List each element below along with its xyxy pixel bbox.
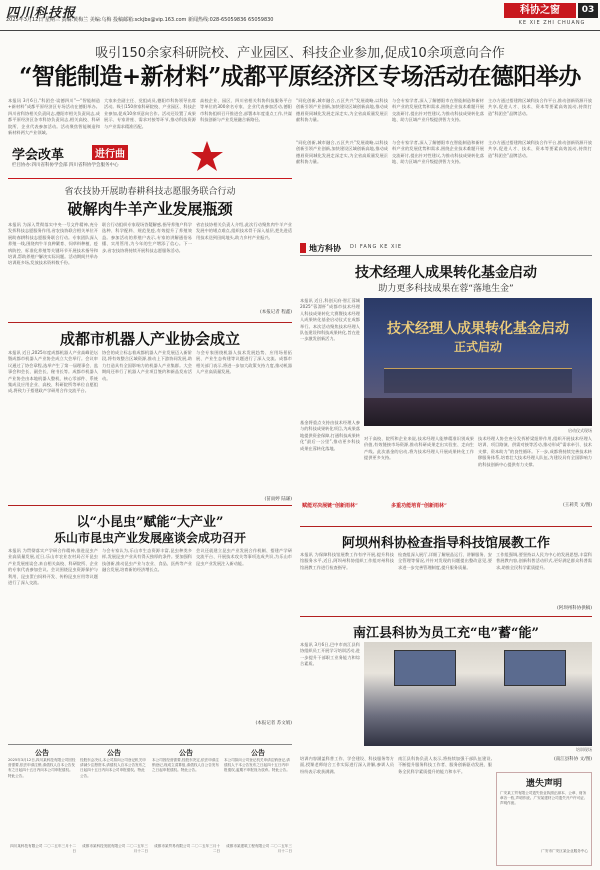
aba-col-1: 本报讯 为保障科技馆展教工作有序开展,提升科技馆服务水平,近日,阿坝州科协组织工作组对州科技馆展教工作进行检查指导。 (300, 552, 394, 570)
notice-4-body: 本公司拟向公司登记机关申请注销登记,请债权人于本公告发布之日起四十五日内申报债权,逾期不申报视为放弃。特此公告。 (224, 758, 290, 773)
page-number: 03 (578, 3, 598, 18)
notice-2 (80, 748, 148, 866)
notice-4-title: 公告 (251, 749, 265, 757)
reform-byline: (本报记者 程鑫) (260, 310, 292, 315)
nanjiang-rule (300, 616, 592, 617)
regional-col-2: 基金将重点支持由技术经理人参与的科技成果转化项目,为成果落地提供资金保障,打通科技成果转化“最后一公里”,推动更多科技成果在蓉转化落地。 (300, 420, 360, 451)
insect-headline: 乐山市昆虫产业发展座谈会成功召开 (53, 531, 246, 545)
lost-notice (496, 772, 592, 866)
reform-header-sub: 栏目协办:四川省科协学会部 四川省科协学会服务中心 (12, 163, 119, 168)
reform-col-3: 省农技协相关负责人介绍,此次行动聚焦肉牛羊产业发展中的堵点难点,组织技术骨干深入基层,把先进适用技术送到田间地头,助力乡村产业振兴。 (196, 222, 292, 240)
robot-col-1: 本报讯 近日,2025年度成都机器人产业高峰论坛暨成都市机器人产业协会成立大会举行。会议审议通过了协会章程,选举产生了第一届理事会、监事会和会长、副会长、秘书长等。成都市机器人产业协会由本地机器人整机、核心零部件、系统集成及应用企业、高校、科研院所等单位自愿组成,将致力于搭建政产学研用合作交流平台。 (8, 350, 98, 394)
lead-col-6-cont: 主办方通过搭建跨区域科技合作平台,推动创新资源开放共享,促进人才、技术、资本等要素高效流动,持续打造“科团会”品牌活动。 (488, 140, 592, 158)
notice-2-foot: 成都市某科技发展有限公司 二〇二五年三月十二日 (82, 844, 148, 854)
reform-header-block (12, 138, 292, 188)
reform-kicker: 省农技协开展助春耕科技志愿服务联合行动 (64, 187, 236, 197)
section-pinyin: KE XIE ZHI CHUANG (518, 20, 586, 26)
regional-col-3: 对于高校、院所和企业来说,技术经理人能够精准识别成果价值,有效链接市场资源,推动科研成果走出实验室、走向生产线。此次基金的启动,将为技术经理人开展成果转化工作提供更多支持。 (364, 436, 474, 461)
lead-col-5: 与会专家学者,深入了解德阳市在智能制造和新材料产业的发展优势和需求,围绕企业技术难题开展交流研讨,提出针对性建议,为推动科技成果转化落地、助力区域产业升级提供智力支持。 (392, 98, 484, 123)
photo-banner-2: 正式启动 (453, 340, 502, 354)
insect-col-3: 会议还就建立昆虫产业发展合作机制、搭建产学研交流平台、开展技术攻关等事项达成共识,为乐山市昆虫产业发展注入新动能。 (196, 548, 292, 566)
aba-col-3: 工作组强调,要坚持以人民为中心的发展思想,丰富科普展教内容,创新科普活动形式,更好满足群众科普需求,助推全民科学素质提升。 (496, 552, 592, 570)
section-title: 科协之窗 (504, 3, 576, 18)
regional-byline: (王莉芙 文/图) (563, 503, 592, 508)
regional-rule (300, 255, 592, 256)
insect-byline: (本报记者 苏文娟) (255, 721, 292, 726)
regional-sub-heading: 多重功能培育“创新雨林” (391, 503, 447, 509)
notice-3-body: 本公司因经营需要,经股东决定,依法申请注销登记,现成立清算组,请债权人自公告发布之日起申报债权。特此公告。 (152, 758, 219, 773)
notice-1 (8, 748, 76, 866)
regional-right-col: 技术经理人协会充分发挥桥梁纽带作用,组织开展技术经理人培训、项目路演、供需对接等活动,推动形成“需求牵引、技术支撑、资本助力”的良性循环。下一步,成都将持续完善技术转移服务体系,培育壮大技术经理人队伍,为建设具有全国影响力的科技创新中心提供有力支撑。 (478, 436, 592, 467)
notice-3 (152, 748, 220, 866)
reform-rule (8, 178, 292, 179)
reform-header-title: 学会改革 (12, 148, 65, 163)
lead-kicker: 吸引150余家科研院校、产业园区、科技企业参加,促成10余项意向合作 (95, 46, 505, 61)
insect-rule (8, 505, 292, 506)
training-caption: 培训现场 (576, 747, 592, 752)
reform-col-1: 本报讯 为深入贯彻落实中央一号文件精神,充分发挥科技志愿服务作用,省农技协联合相关单位开展助春耕科技志愿服务联合行动。专家团队深入养殖一线,围绕肉牛羊良种繁育、饲草料种植、疫病防控、标准化养殖等关键环节开展技术指导和培训,帮助养殖户解决实际问题。活动期间共举办培训班多场,发放技术资料数千份。 (8, 222, 98, 266)
reform-headline: 破解肉牛羊产业发展瓶颈 (67, 200, 233, 218)
lost-notice-body: 广安某工贸有限公司遗失营业执照正副本、公章、财务章各一枚,声明作废。广安某建材公司遗失开户许可证,声明作废。 (500, 791, 587, 806)
lead-col-6: 主办方通过搭建跨区域科技合作平台,推动创新资源开放共享,促进人才、技术、资本等要素高效流动,持续打造“科团会”品牌活动。 (488, 98, 592, 116)
lost-notice-foot: 广安市广安区某企业服务中心 (541, 849, 588, 853)
notice-4 (224, 748, 292, 866)
nanjiang-col-1: 本报讯 3月6日,巴中市南江县科协组织员工开展学习培训活动,进一步提升干部职工业务能力和综合素质。 (300, 642, 360, 667)
lead-col-3: 高校企业、园区、四川省相关科协科技服务平台等单位的300余名专家、企业代表参加活动,德阳市科协组织召开推进会,部署本年度重点工作,共谋科技创新与产业发展融合新路径。 (200, 98, 292, 123)
notice-2-body: 经股东会决议,本公司拟向公司登记机关申请减少注册资本,请债权人自本公告发布之日起四十五日内向本公司申报债权。特此公告。 (80, 758, 146, 778)
robot-headline: 成都市机器人产业协会成立 (59, 330, 240, 348)
regional-label-bar (300, 243, 592, 253)
notice-1-foot: 四川某科技有限公司 二〇二五年三月十二日 (10, 844, 76, 854)
projection-screen-2 (504, 650, 566, 686)
reform-header-tag: 进行曲 (92, 145, 128, 160)
audience-silhouette (364, 398, 592, 426)
lost-notice-title: 遗失声明 (525, 779, 562, 789)
regional-sub-heading-left: 赋能对决展链“创新雨林” (302, 503, 358, 509)
insect-col-1: 本报讯 为贯彻落实产学研合作精神,推进昆虫产业高质量发展,近日,乐山市农业农村局召开昆虫产业发展座谈会,来自相关高校、科研院所、企业的专家代表参加会议。会议围绕昆虫资源保护与利用、昆虫蛋白饲料开发、传粉昆虫应用等议题进行了深入交流。 (8, 548, 98, 586)
regional-label-pinyin: DI FANG KE XIE (350, 244, 403, 250)
training-photo (364, 642, 592, 746)
lead-col-2: 大家来会副主任、党组成员,德阳市科协领导出席活动。吸引150余家科研院校、产业园区、科技企业参加,促成10余项意向合作。活动还设置了成果展示、专家讲座、需求对接等环节,推动科技资源与产业需求精准匹配。 (104, 98, 196, 129)
lead-col-4-cont: “同化创新,城市融合,五区共兴”发展战略,以科技创新引领产业创新,加快建设区域创新高地,推动成德眉资同城化发展走深走实,为全省高质量发展贡献科协力量。 (296, 140, 388, 165)
notice-1-body: 2025年3月12日,四川某科技有限公司因经营需要,依法申请注销,请债权人自本公告发布之日起四十五日内向本公司申报债权。特此公告。 (8, 758, 76, 778)
aba-byline: (阿坝州科协供稿) (556, 606, 592, 611)
nanjiang-byline: (南江县科协 文/图) (554, 757, 592, 762)
event-photo (364, 298, 592, 426)
nanjiang-headline: 南江县科协为员工充“电”蓄“能” (353, 626, 539, 641)
robot-byline: (苗雨婷 陆谦) (264, 497, 292, 502)
insect-col-2: 与会专家认为,乐山市生态资源丰富,昆虫种类多样,发展昆虫产业具有得天独厚的条件。要加强科技创新,推动昆虫产业与农业、食品、医药等产业融合发展,培育新的经济增长点。 (102, 548, 192, 573)
nanjiang-col-3: 南江县科协负责人表示,将持续加强干部队伍建设,不断提升服务科技工作者、服务创新驱动发展、服务全民科学素质提升的能力和水平。 (398, 756, 492, 774)
issue-line: 2025年3月12日 星期三 责编:黄梅兰 美编:乌梅 投稿邮箱:sckjbx@vip.163.com 新闻热线:028-65059836 65059830 (6, 17, 274, 23)
robot-rule (8, 322, 292, 323)
regional-label: 地方科协 (309, 244, 341, 253)
paper-name: 四川科技报 (6, 6, 77, 21)
photo-banner: 技术经理人成果转化基金启动 (387, 321, 569, 337)
robot-col-2: 协会的成立标志着成都机器人产业发展迈入新阶段,将有效整合区域资源,推动上下游协同发展,助力打造具有全国影响力的机器人产业集群。大会期间还举行了机器人产业项目签约和新品发布活动。 (102, 350, 192, 381)
notice-3-foot: 成都市某贸易有限公司 二〇二五年三月十二日 (154, 844, 220, 854)
regional-subhead: 助力更多科技成果在蓉“落地生金” (378, 284, 514, 294)
projection-screen (394, 650, 456, 686)
lead-col-5-cont: 与会专家学者,深入了解德阳市在智能制造和新材料产业的发展优势和需求,围绕企业技术难题开展交流研讨,提出针对性建议,为推动科技成果转化落地、助力区域产业升级提供智力支持。 (392, 140, 484, 165)
aba-headline: 阿坝州科协检查指导科技馆展教工作 (341, 536, 550, 551)
lead-headline: “智能制造+新材料”成都平原经济区专场活动在德阳举办 (19, 63, 581, 90)
regional-headline: 技术经理人成果转化基金启动 (355, 265, 537, 281)
regional-label-marker (300, 243, 306, 253)
insect-kicker: 以“小昆虫”赋能“大产业” (76, 515, 224, 530)
notice-2-title: 公告 (107, 749, 121, 757)
robot-col-3: 与会专家围绕机器人技术发展趋势、应用场景拓展、产业生态构建等议题进行了深入交流。成都市相关部门表示,将进一步加大政策支持力度,推动机器人产业高质量发展。 (196, 350, 292, 375)
notice-3-title: 公告 (179, 749, 193, 757)
reform-col-2: 联合行动组织专家现场答疑解惑,指导养殖户科学选种、科学配料、规范免疫,有效提升了养殖效益。参加活动的养殖户表示,专家的讲解通俗易懂、实用管用,为今年的生产增添了信心。下一步,省农技协将持续开展科技志愿服务活动。 (102, 222, 192, 253)
nanjiang-col-2: 培训内容涵盖科普工作、学会建设、科技服务等方面,授课老师结合工作实际进行深入讲解,参训人员纷纷表示收获满满。 (300, 756, 394, 774)
regional-col-1: 本报讯 近日,科创天府·智汇蓉城2025“蓉漂杯”成都市技术经理人科技成果转化大赛暨技术经理人成果转化基金启动仪式在成都举行。本次活动聚焦技术经理人队伍建设和科技成果转化,旨在进一步激发创新活力。 (300, 298, 360, 342)
photo-caption: 启动仪式现场 (568, 428, 592, 433)
stage-front (384, 368, 572, 393)
notices-rule (8, 744, 292, 745)
lead-col-4: “同化创新,城市融合,五区共兴”发展战略,以科技创新引领产业创新,加快建设区域创新高地,推动成德眉资同城化发展走深走实,为全省高质量发展贡献科协力量。 (296, 98, 388, 123)
star-icon (190, 140, 224, 174)
notice-1-title: 公告 (35, 749, 49, 757)
aba-col-2: 检查组深入展厅,详细了解展品运行、讲解服务、安全管理等情况,并针对发现的问题提出整改意见,要求进一步完善管理制度,提升服务质量。 (398, 552, 492, 570)
lead-col-1: 本报讯 3月6日,“科团会·谈德四川”—“智能制造+新材料”成都平原经济区专场活动在德阳举办。四川省科协相关负责同志,德阳市相关负责同志,成都平原经济区各市科协负责同志,相关高校、科研院所、企业代表参加活动。活动聚焦智能制造和新材料两大产业领域。 (8, 98, 100, 136)
aba-rule (300, 526, 592, 527)
notice-4-foot: 成都市某建筑工程有限公司 二〇二五年三月十二日 (226, 844, 292, 854)
